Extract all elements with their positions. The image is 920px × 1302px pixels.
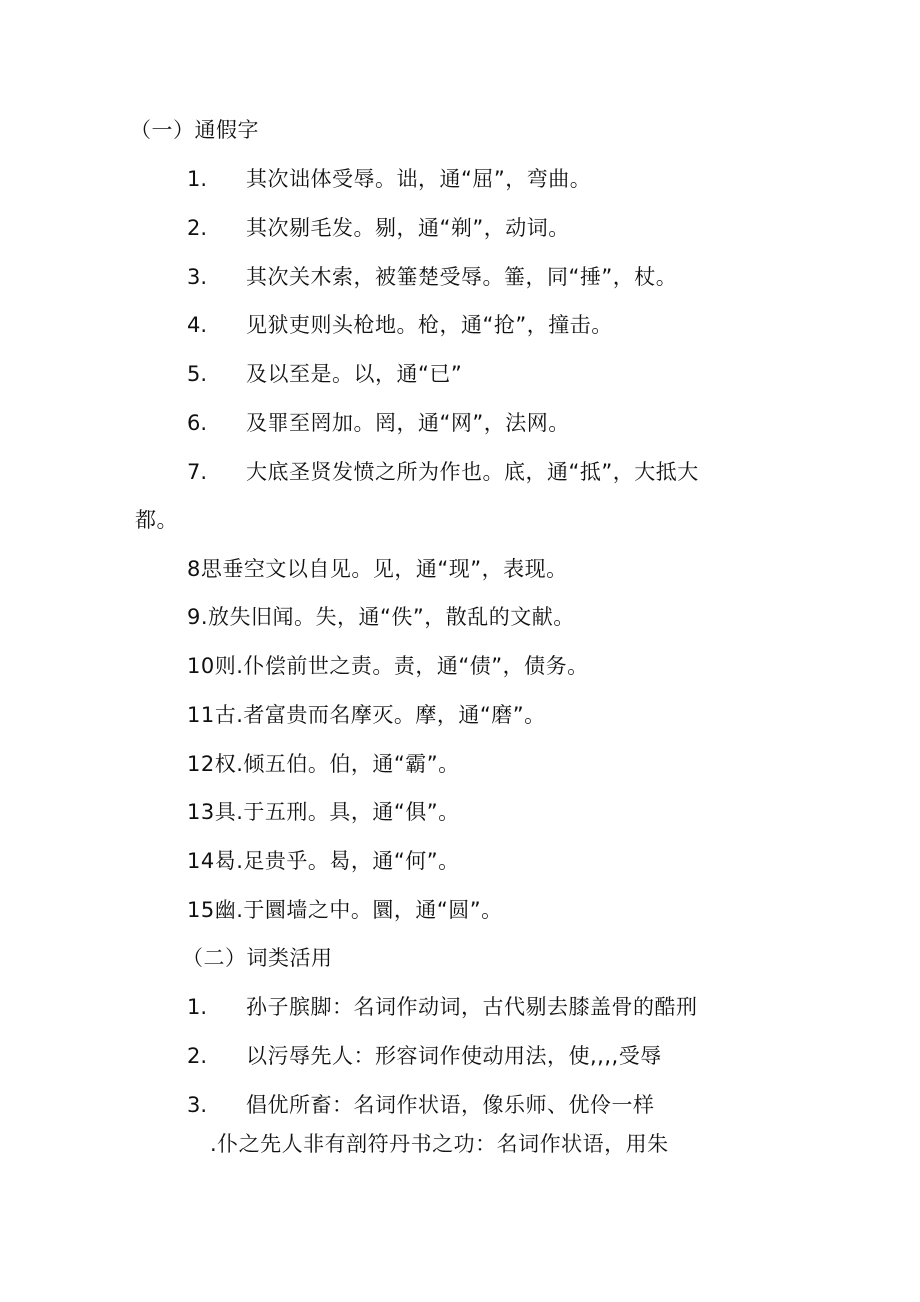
- section-heading-tongjiazi: （一）通假字: [130, 118, 259, 142]
- list-item: 11古.者富贵而名摩灭。摩，通“磨”。: [187, 703, 546, 727]
- section-heading-cileihuoyong: （二）词类活用: [182, 946, 333, 970]
- list-item: 12权.倾五伯。伯，通“霸”。: [187, 752, 460, 776]
- list-item: 13具.于五刑。具，通“俱”。: [187, 800, 460, 824]
- list-item: 8思垂空文以自见。见，通“现”，表现。: [187, 557, 568, 581]
- item-number: 4.: [187, 313, 208, 337]
- item-text: 以污辱先人：形容词作使动用法，使,,,,受辱: [246, 1044, 662, 1068]
- item-number: 5.: [187, 362, 208, 386]
- item-text: 其次剔毛发。剔，通“剃”，动词。: [246, 216, 570, 240]
- item-text: 其次关木索，被箠楚受辱。箠，同“捶”，杖。: [246, 265, 678, 289]
- item-number: 2.: [187, 1044, 208, 1068]
- item-number: 3.: [187, 265, 208, 289]
- item-number: 1.: [187, 167, 208, 191]
- item-number: 6.: [187, 411, 208, 435]
- list-item: 15幽.于圜墙之中。圜，通“圆”。: [187, 898, 503, 922]
- list-item: .仆之先人非有剖符丹书之功：名词作状语，用朱: [210, 1132, 669, 1156]
- item-text: 其次诎体受辱。诎，通“屈”，弯曲。: [246, 167, 592, 191]
- list-item: 14曷.足贵乎。曷，通“何”。: [187, 849, 460, 873]
- item-text: 及以至是。以，通“已”: [246, 362, 463, 386]
- list-item: 9.放失旧闻。失，通“佚”，散乱的文献。: [187, 605, 575, 629]
- list-item: 10则.仆偿前世之责。责，通“债”，债务。: [187, 654, 589, 678]
- item-text: 倡优所畜：名词作状语，像乐师、优伶一样: [246, 1093, 655, 1117]
- item-number: 7.: [187, 460, 208, 484]
- item-text-continuation: 都。: [135, 508, 178, 532]
- item-text: 孙子膑脚：名词作动词，古代剔去膝盖骨的酷刑: [246, 995, 698, 1019]
- item-number: 2.: [187, 216, 208, 240]
- item-number: 3.: [187, 1093, 208, 1117]
- item-text: 大底圣贤发愤之所为作也。底，通“抵”，大抵大: [246, 460, 699, 484]
- item-text: 及罪至罔加。罔，通“网”，法网。: [246, 411, 570, 435]
- item-number: 1.: [187, 995, 208, 1019]
- item-text: 见狱吏则头枪地。枪，通“抢”，撞击。: [246, 313, 613, 337]
